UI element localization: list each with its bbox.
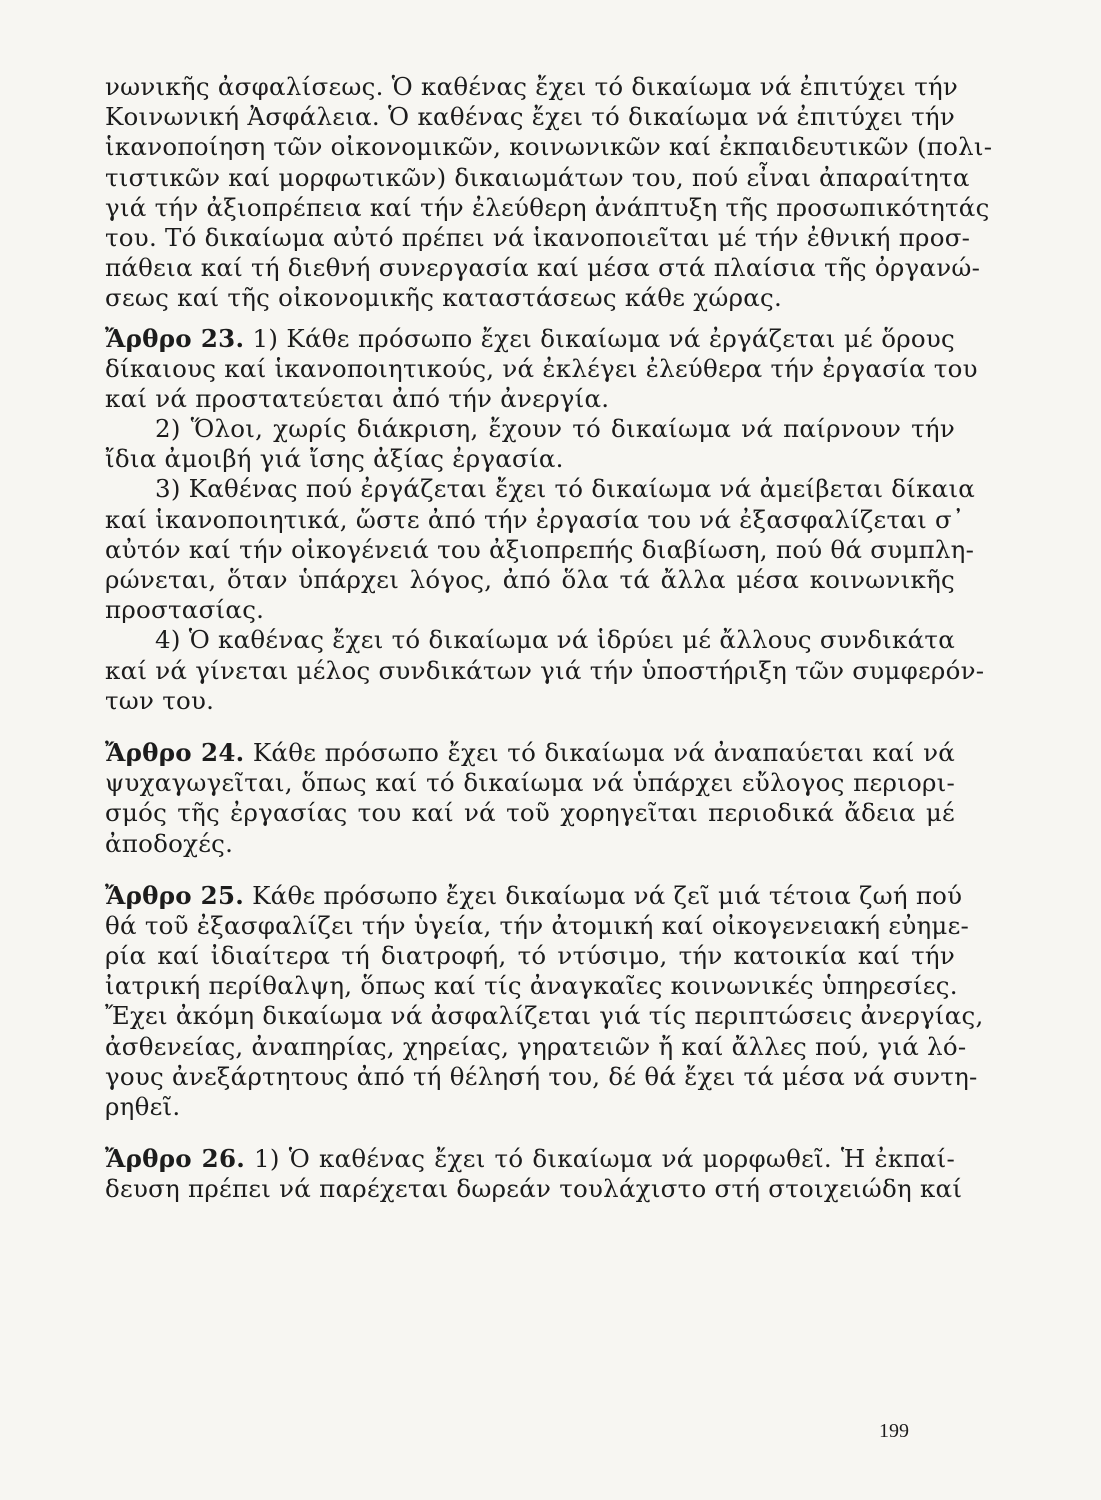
- text-line: Κοινωνική Ἀσφάλεια. Ὁ καθένας ἔχει τό δικαίωμα νά ἐπιτύχει τήν: [105, 102, 955, 132]
- article-26: [105, 1144, 963, 1204]
- text-line: πάθεια καί τή διεθνή συνεργασία καί μέσα στά πλαίσια τῆς ὀργανώ-: [105, 253, 981, 283]
- text-line: Ἔχει ἀκόμη δικαίωμα νά ἀσφαλίζεται γιά τίς περιπτώσεις ἀνεργίας,: [105, 1001, 984, 1031]
- text-line: νωνικῆς ἀσφαλίσεως. Ὁ καθένας ἔχει τό δικαίωμα νά ἐπιτύχει τήν: [105, 72, 959, 101]
- text-line: καί ἱκανοποιητικά, ὥστε ἀπό τήν ἐργασία του νά ἐξασφαλίζεται σ᾽: [105, 504, 965, 534]
- text-line: 3) Καθένας πού ἐργάζεται ἔχει τό δικαίωμα νά ἀμείβεται δίκαια: [155, 474, 976, 504]
- text-line: αὐτόν καί τήν οἰκογένειά του ἀξιοπρεπής διαβίωση, πού θά συμπλη-: [105, 534, 975, 564]
- article-26-heading: Ἄρθρο 26.: [105, 1144, 246, 1174]
- text-line: θά τοῦ ἐξασφαλίζει τήν ὑγεία, τήν ἀτομική καί οἰκογενειακή εὐημε-: [105, 910, 970, 940]
- text-line: τιστικῶν καί μορφωτικῶν) δικαιωμάτων του, πού εἶναι ἀπαραίτητα: [105, 162, 970, 192]
- text-line: σεως καί τῆς οἰκονομικῆς καταστάσεως κάθε χώρας.: [105, 283, 783, 313]
- text-line: σμός τῆς ἐργασίας του καί νά τοῦ χορηγεῖται περιοδικά ἄδεια μέ: [105, 798, 955, 828]
- text-line: προστασίας.: [105, 595, 265, 625]
- text-line: των του.: [105, 685, 215, 715]
- article-26-first-line: 1) Ὁ καθένας ἔχει τό δικαίωμα νά μορφωθεῖ. Ἡ ἐκπαί-: [254, 1144, 955, 1174]
- text-line: [105, 1144, 955, 1174]
- page-number: 199: [879, 1420, 909, 1442]
- article-23-first-line: 1) Κάθε πρόσωπο ἔχει δικαίωμα νά ἐργάζεται μέ ὅρους: [252, 323, 956, 353]
- text-line: του. Τό δικαίωμα αὐτό πρέπει νά ἱκανοποιεῖται μέ τήν ἐθνική προσ-: [105, 222, 971, 252]
- text-line: 4) Ὁ καθένας ἔχει τό δικαίωμα νά ἱδρύει μέ ἄλλους συνδικάτα: [155, 625, 955, 655]
- text-line: ἀσθενείας, ἀναπηρίας, χηρείας, γηρατειῶν ἤ καί ἄλλες πού, γιά λό-: [105, 1031, 967, 1061]
- text-line: ρία καί ἰδιαίτερα τή διατροφή, τό ντύσιμο, τήν κατοικία καί τήν: [105, 941, 955, 971]
- article-23-heading: Ἄρθρο 23.: [105, 323, 245, 353]
- text-line: ρηθεῖ.: [105, 1092, 181, 1121]
- article-25-first-line: Κάθε πρόσωπο ἔχει δικαίωμα νά ζεῖ μιά τέτοια ζωή πού: [252, 880, 963, 910]
- text-line: [105, 880, 963, 911]
- article-24-first-line: Κάθε πρόσωπο ἔχει τό δικαίωμα νά ἀναπαύεται καί νά: [252, 737, 956, 767]
- text-line: [105, 738, 955, 768]
- text-line: δευση πρέπει νά παρέχεται δωρεάν τουλάχιστο στή στοιχειώδη καί: [105, 1174, 963, 1204]
- text-line: ἀποδοχές.: [105, 828, 234, 858]
- intro-paragraph: [105, 72, 993, 314]
- text-line: 2) Ὅλοι, χωρίς διάκριση, ἔχουν τό δικαίωμα νά παίρνουν τήν: [155, 414, 955, 444]
- text-line: [105, 324, 955, 354]
- text-line: ἱκανοποίηση τῶν οἰκονομικῶν, κοινωνικῶν καί ἐκπαιδευτικῶν (πολι-: [105, 132, 993, 162]
- article-23: [105, 323, 985, 716]
- text-line: καί νά γίνεται μέλος συνδικάτων γιά τήν ὑποστήριξη τῶν συμφερόν-: [105, 655, 985, 685]
- article-24-heading: Ἄρθρο 24.: [105, 737, 245, 767]
- page-body: [105, 72, 993, 1205]
- text-line: καί νά προστατεύεται ἀπό τήν ἀνεργία.: [105, 383, 610, 413]
- article-25-heading: Ἄρθρο 25.: [105, 880, 245, 910]
- text-line: ἴδια ἀμοιβή γιά ἴσης ἀξίας ἐργασία.: [105, 444, 564, 474]
- article-25: [105, 880, 984, 1123]
- text-line: ρώνεται, ὅταν ὑπάρχει λόγος, ἀπό ὅλα τά ἄλλα μέσα κοινωνικῆς: [105, 565, 955, 594]
- text-line: ψυχαγωγεῖται, ὅπως καί τό δικαίωμα νά ὑπάρχει εὔλογος περιορι-: [105, 768, 955, 798]
- text-line: γιά τήν ἀξιοπρέπεια καί τήν ἐλεύθερη ἀνάπτυξη τῆς προσωπικότητάς: [105, 192, 990, 222]
- article-24: [105, 738, 955, 859]
- text-line: γους ἀνεξάρτητους ἀπό τή θέλησή του, δέ θά ἔχει τά μέσα νά συντη-: [105, 1061, 978, 1091]
- text-line: ἰατρική περίθαλψη, ὅπως καί τίς ἀναγκαῖες κοινωνικές ὑπηρεσίες.: [105, 971, 958, 1001]
- text-line: δίκαιους καί ἱκανοποιητικούς, νά ἐκλέγει ἐλεύθερα τήν ἐργασία του: [105, 353, 978, 383]
